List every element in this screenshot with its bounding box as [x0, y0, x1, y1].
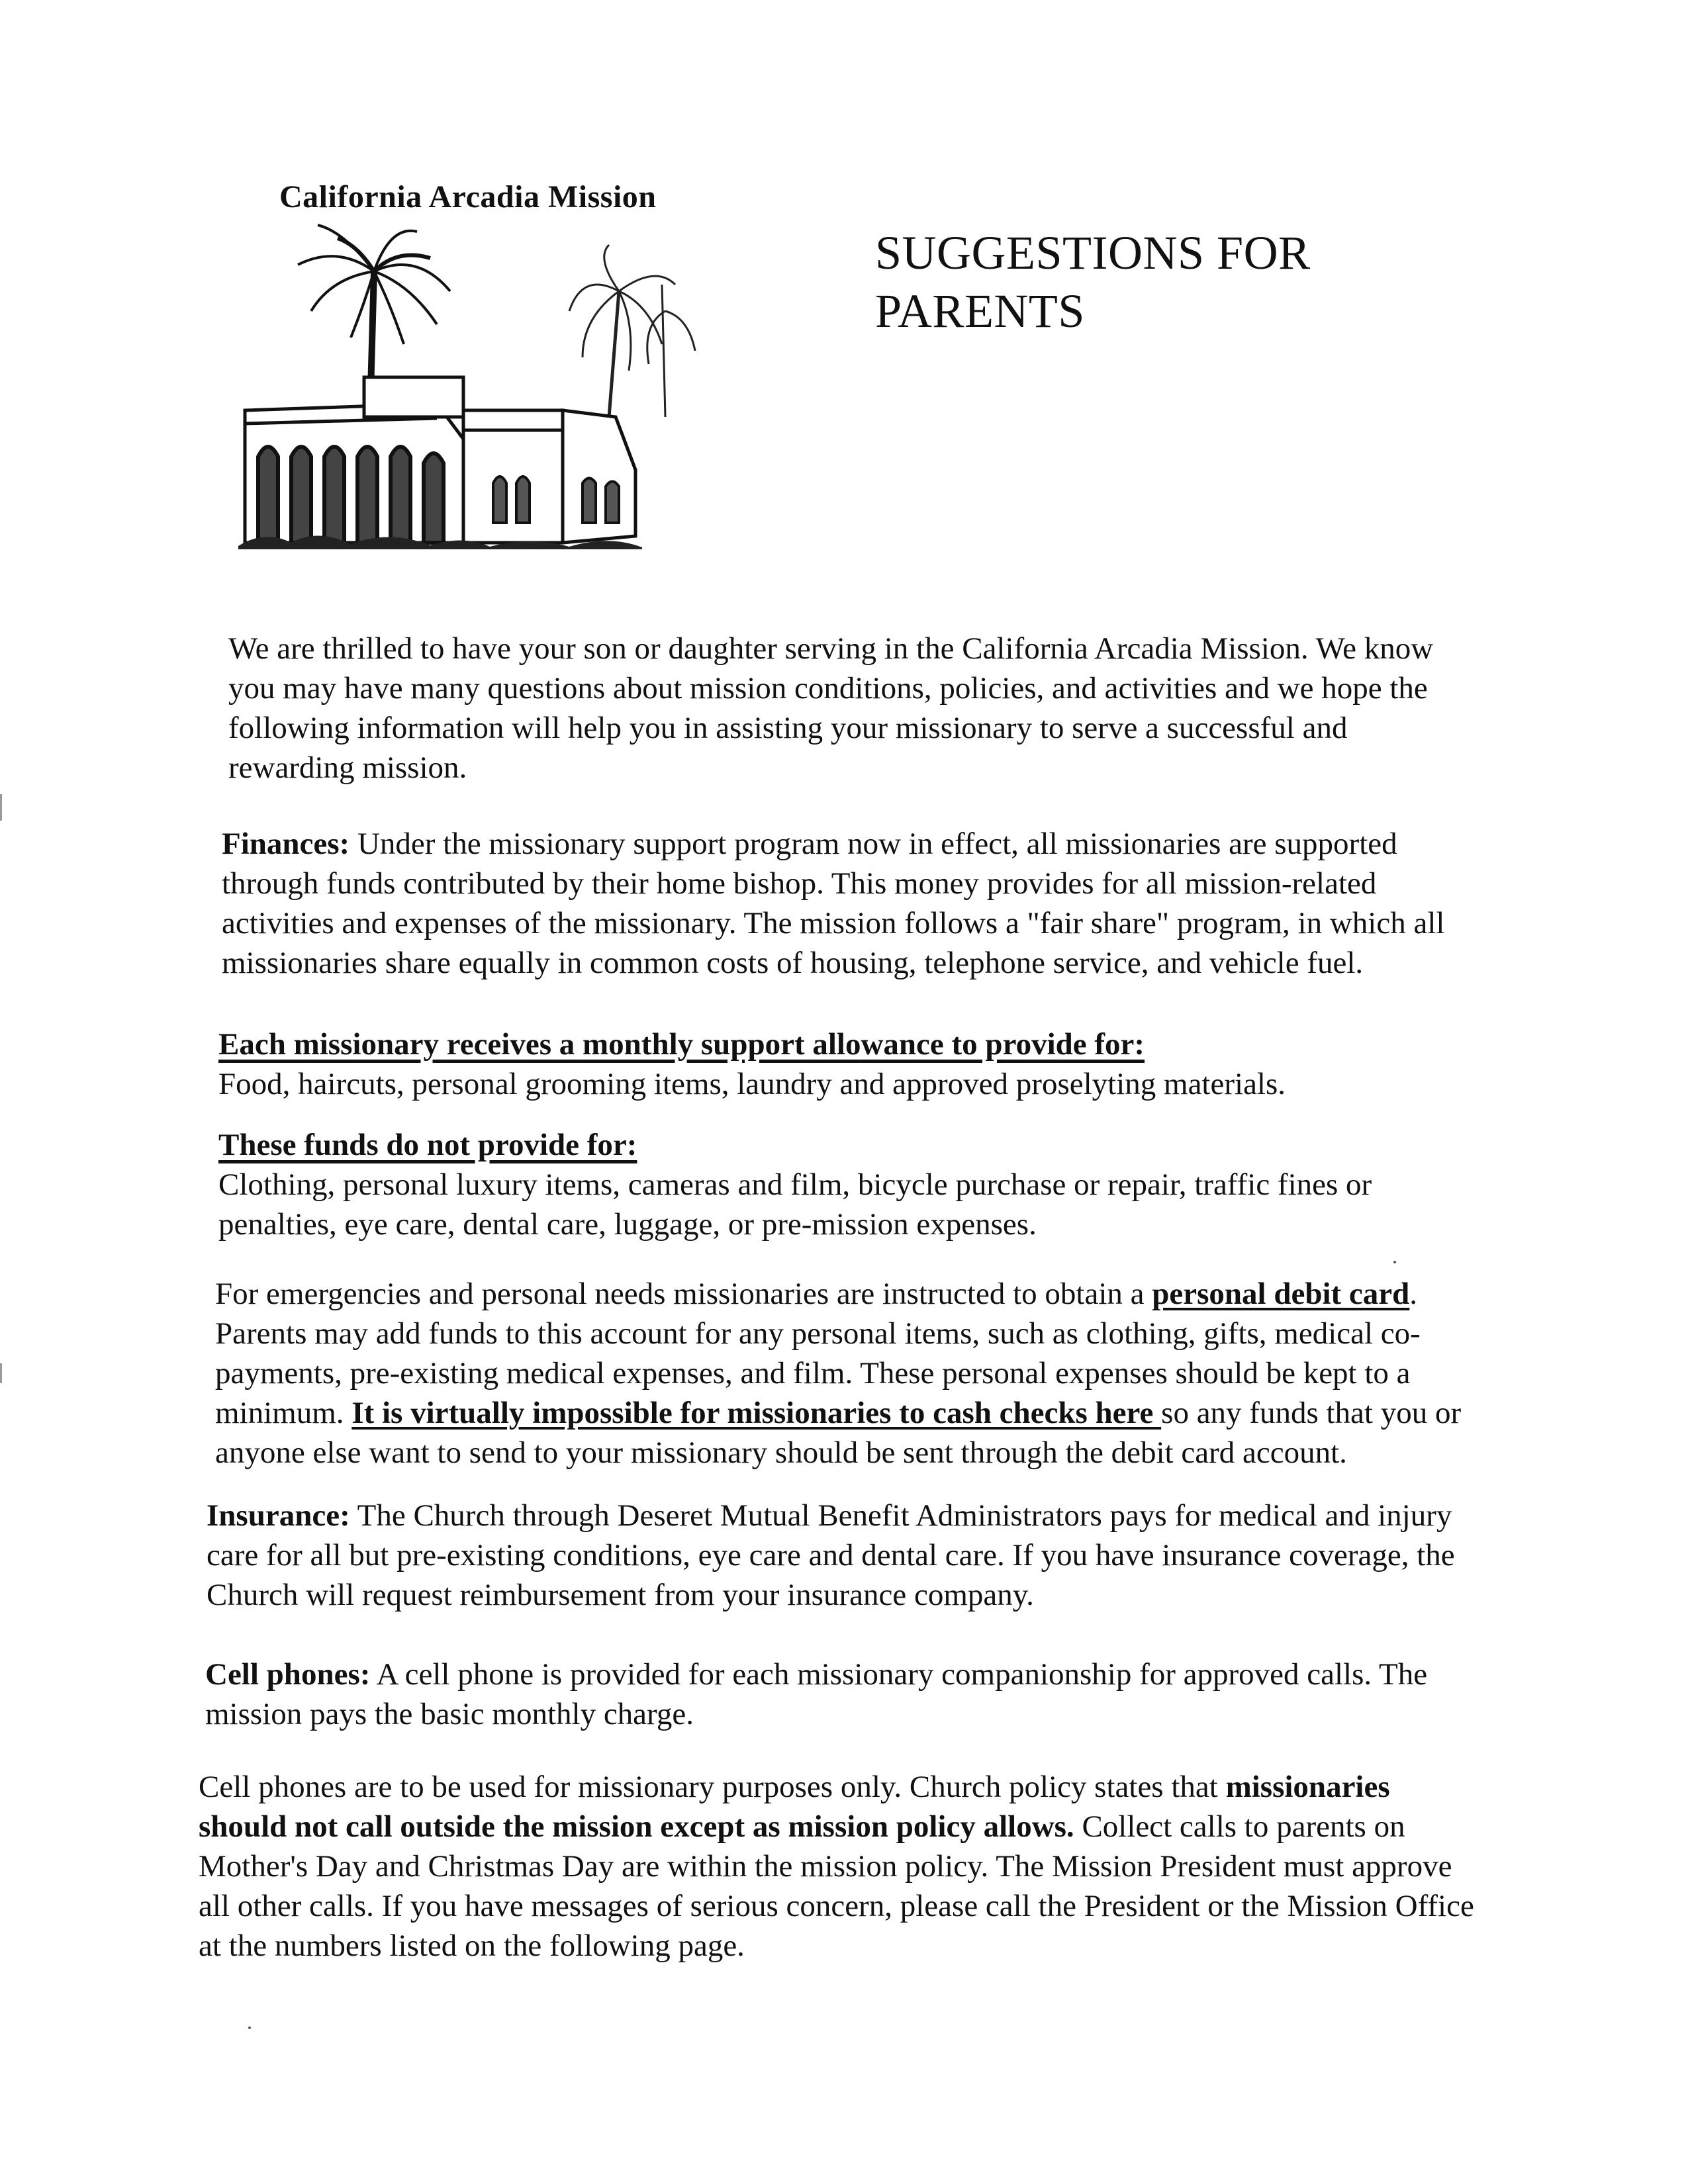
debit-text-after: so any funds that you or anyone else want to send to your missionary should be sent through the debit card account. — [215, 1396, 1462, 1470]
allowance-heading-text: Each missionary receives a monthly support allowance to provide for: — [218, 1027, 1145, 1062]
not-provided-heading — [218, 1125, 1463, 1165]
not-provided-list: Clothing, personal luxury items, cameras and film, bicycle purchase or repair, traffic fines or penalties, eye care, dental care, luggage, or pre-mission expenses. — [218, 1167, 1372, 1242]
cell-phones-paragraph — [205, 1655, 1476, 1734]
not-provided-heading-text: These funds do not provide for: — [218, 1128, 637, 1162]
finances-text: Under the missionary support program now in effect, all missionaries are supported through funds contributed by their home bishop. This money provides for all mission-related activities and expenses of the missionary. The mission follows a "fair share" program, in which all missionaries share equally in common costs of housing, telephone service, and vehicle fuel. — [222, 827, 1445, 980]
debit-text-middle: . Parents may add funds to this account for any personal items, such as clothing, gifts, medical co-payments, pre-existing medical expenses, and film. These personal expenses should be kept to a minimum. — [215, 1277, 1421, 1430]
debit-card-paragraph — [215, 1274, 1486, 1473]
debit-text-before: For emergencies and personal needs missionaries are instructed to obtain a — [215, 1277, 1152, 1311]
palm-tree-left — [298, 225, 450, 390]
scan-speck — [1393, 1261, 1396, 1263]
document-title — [875, 224, 1311, 340]
mission-building-illustration — [238, 218, 847, 549]
scan-edge-mark — [0, 1363, 2, 1383]
cell-phones-text: A cell phone is provided for each missionary companionship for approved calls. The mission pays the basic monthly charge. — [205, 1657, 1428, 1731]
finances-label: Finances: — [222, 827, 350, 861]
intro-paragraph: We are thrilled to have your son or daughter serving in the California Arcadia Mission. We know you may have many questions about mission conditions, policies, and activities and we hope the following information will help you in assisting your missionary to serve a successful and rewarding mission. — [228, 631, 1434, 785]
debit-card-emphasis: personal debit card — [1152, 1277, 1410, 1311]
policy-text-before: Cell phones are to be used for missionary purposes only. Church policy states that — [199, 1770, 1226, 1804]
scan-speck — [248, 2026, 251, 2029]
cell-phones-label: Cell phones: — [205, 1657, 371, 1692]
call-policy-paragraph — [199, 1767, 1483, 1966]
insurance-text: The Church through Deseret Mutual Benefit Administrators pays for medical and injury care for all but pre-existing conditions, eye care and dental care. If you have insurance coverage, the Church will request reimbursement from your insurance company. — [207, 1498, 1455, 1612]
allowance-heading — [218, 1024, 1463, 1064]
policy-emphasis: missionaries should not call outside the mission except as mission policy allows. — [199, 1770, 1390, 1844]
finances-paragraph — [222, 824, 1466, 983]
tree-right — [569, 245, 695, 417]
title-line-2: PARENTS — [875, 285, 1085, 338]
insurance-label: Insurance: — [207, 1498, 350, 1533]
cash-checks-warning: It is virtually impossible for missionaries to cash checks here — [352, 1396, 1162, 1430]
insurance-paragraph — [207, 1496, 1477, 1615]
policy-text-after: Collect calls to parents on Mother's Day and Christmas Day are within the mission policy. The Mission President must approve all other calls. If you have messages of serious concern, please call the President or the Mission Office at the numbers listed on the following page. — [199, 1809, 1474, 1963]
title-line-1: SUGGESTIONS FOR — [875, 226, 1311, 279]
allowance-list: Food, haircuts, personal grooming items, laundry and approved proselyting materials. — [218, 1067, 1286, 1101]
mission-name: California Arcadia Mission — [279, 179, 657, 214]
scan-edge-mark — [0, 794, 2, 821]
